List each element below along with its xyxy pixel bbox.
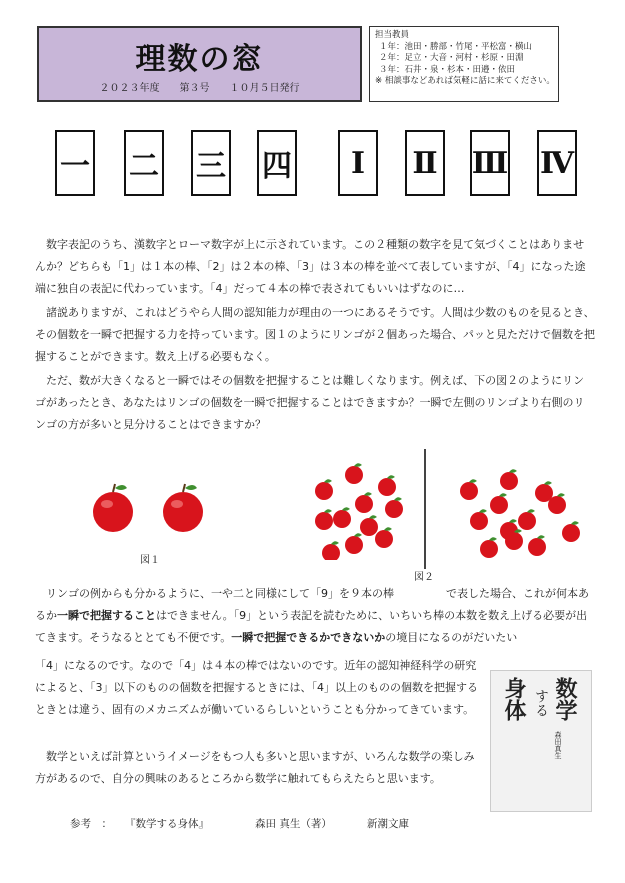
apple-icon	[163, 484, 203, 532]
staff-heading: 担当教員	[375, 30, 410, 40]
apple-icon	[322, 541, 340, 560]
apple-icon	[355, 492, 373, 513]
paragraph-4	[35, 583, 595, 649]
figure-2-caption: 図２	[414, 572, 434, 583]
paragraph-2: 諸説ありますが、これはどうやら人間の認知能力が理由の一つにあるそうです。人間は少数のものを見るとき、その個数を一瞬で把握する力を持っています。図１のようにリンゴが２個あった場合、パッと見ただけで個数を把握することができます。数え上げる必要もなく。	[35, 306, 596, 363]
kanji-numeral-1: 一	[55, 130, 95, 196]
roman-numeral-3: Ⅲ	[470, 130, 510, 196]
apple-icon	[333, 507, 351, 528]
apple-icon	[500, 469, 518, 490]
book-title-left: 身体	[501, 677, 527, 721]
figure-2-apples	[300, 460, 590, 560]
kanji-numeral-4: 四	[257, 130, 297, 196]
staff-line: １年：池田・勝部・竹尾・平松富・横山	[379, 41, 533, 52]
apple-icon	[460, 479, 478, 500]
roman-numeral-1: Ⅰ	[338, 130, 378, 196]
kanji-numeral-3: 三	[191, 130, 231, 196]
newsletter-title: 理数の窓	[135, 42, 264, 77]
apple-icon	[490, 493, 508, 514]
book-title-suru: する	[533, 689, 549, 717]
staff-line: ２年：足立・大音・河村・杉原・田淵	[379, 53, 524, 63]
apple-icon	[518, 509, 536, 530]
paragraph-1: 数字表記のうち、漢数字とローマ数字が上に示されています。この２種類の数字を見て気づくことはありませんか？どちらも「1」は１本の棒、「2」は２本の棒、「3」は３本の棒を並べて表していますが、「4」になった途端に独自の表記に代わっています。「4」だって４本の棒で表されてもいいはずなのに…	[35, 238, 586, 295]
apple-icon	[315, 479, 333, 500]
apple-icon	[480, 537, 498, 558]
apple-icon	[375, 527, 393, 548]
apple-icon	[385, 497, 403, 518]
paragraph-4-text-d: の境目になるのがだいたい	[385, 631, 518, 644]
roman-numeral-4: Ⅳ	[537, 130, 577, 196]
paragraph-6: 数学といえば計算というイメージをもつ人も多いと思いますが、いろんな数学の楽しみ方があるので、自分の興味のあるところから数学に触れてもらえたらと思います。	[35, 750, 475, 785]
book-cover-image	[490, 670, 592, 812]
numeral-row	[0, 130, 625, 200]
apple-icon	[345, 533, 363, 554]
paragraph-4-bold-1: 一瞬で把握すること	[57, 609, 156, 622]
figure-divider	[424, 449, 426, 569]
issue-info: ２０２３年度 第３号 １０月５日発行	[99, 83, 300, 94]
apple-icon	[315, 509, 333, 530]
figure-1-apples	[85, 480, 225, 540]
apple-icon	[378, 475, 396, 496]
apple-icon	[360, 515, 378, 536]
title-box	[37, 26, 362, 102]
staff-box	[369, 26, 559, 102]
paragraph-4-text-b: で表した場合、これが何本あるか	[35, 587, 589, 622]
roman-numeral-2: Ⅱ	[405, 130, 445, 196]
kanji-numeral-2: 二	[124, 130, 164, 196]
apple-icon	[562, 521, 580, 542]
paragraph-4-text-a: リンゴの例からも分かるように、一や二と同様にして「9」を９本の棒	[46, 587, 394, 600]
reference-publisher: 新潮文庫	[367, 818, 409, 830]
figure-1-caption: 図１	[140, 555, 160, 566]
staff-line: ３年：石井・泉・杉本・田邉・依田	[379, 64, 516, 75]
reference-label: 参考 ：	[70, 818, 112, 830]
paragraph-5: 「4」になるのです。なので「4」は４本の棒ではないのです。近年の認知神経科学の研究によると、「3」以下のものの個数を把握するときには、「4」以上のものの個数を把握するときとは違う、固有のメカニズムが働いているらしいということも分かってきています。	[35, 659, 478, 716]
apple-icon	[93, 484, 133, 532]
apple-icon	[535, 481, 553, 502]
paragraph-4-text-c: はできません。「9」という表記を読むために、いちいち棒の本数を数え上げる必要が出てきます。そうなるととても不便です。	[35, 609, 588, 644]
apple-icon	[470, 509, 488, 530]
book-title-right: 数学	[552, 677, 578, 721]
book-author: 森田真生	[554, 731, 562, 759]
staff-note: ※ 相談事などあれば気軽に話に来てください。	[375, 76, 555, 86]
reference-author: 森田 真生（著）	[255, 818, 332, 830]
apple-icon	[528, 535, 546, 556]
apple-icon	[345, 463, 363, 484]
reference-title: 『数学する身体』	[125, 818, 209, 830]
paragraph-4-bold-2: 一瞬で把握できるかできないか	[231, 631, 386, 644]
paragraph-3: ただ、数が大きくなると一瞬ではその個数を把握することは難しくなります。例えば、下の図２のようにリンゴがあったとき、あなたはリンゴの個数を一瞬で把握することはできますか？一瞬で左側のリンゴより右側のリンゴの方が多いと見分けることはできますか？	[35, 374, 585, 431]
